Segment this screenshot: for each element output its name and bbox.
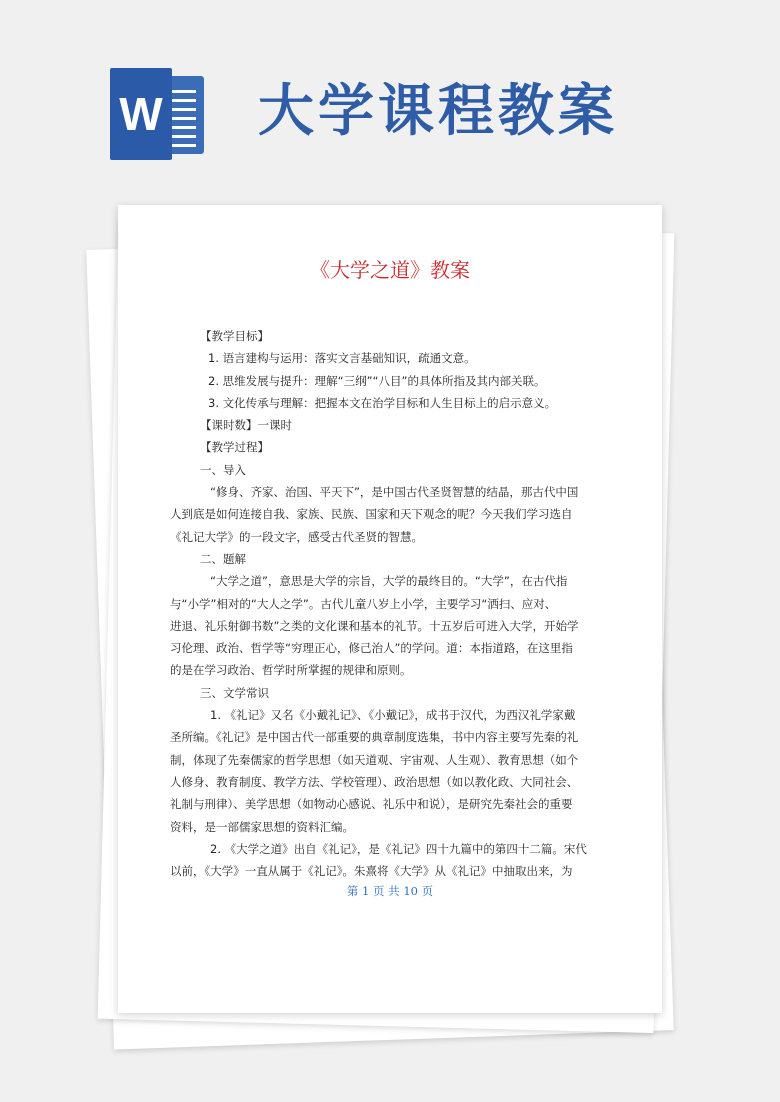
objective-item: 1. 语言建构与运用：落实文言基础知识，疏通文意。 bbox=[208, 351, 476, 366]
document-page bbox=[118, 205, 662, 1013]
paragraph-line: 制，体现了先秦儒家的哲学思想（如天道观、宇宙观、人生观）、教育思想（如个 bbox=[170, 752, 579, 767]
paragraph-line: 资料，是一部儒家思想的资料汇编。 bbox=[170, 819, 354, 834]
section-heading: 【教学过程】 bbox=[200, 440, 269, 455]
objective-item: 3. 文化传承与理解：把握本文在治学目标和人生目标上的启示意义。 bbox=[208, 395, 557, 410]
subsection-heading: 三、文学常识 bbox=[200, 685, 269, 700]
paragraph-line: 礼制与刑律）、美学思想（如物动心感说、礼乐中和说），是研究先秦社会的重要 bbox=[170, 797, 573, 812]
paragraph-line: 的是在学习政治、哲学时所掌握的规律和原则。 bbox=[170, 663, 412, 678]
word-icon-letter: W bbox=[110, 68, 172, 160]
paragraph-line: 1. 《礼记》又名《小戴礼记》、《小戴记》，成书于汉代，为西汉礼学家戴 bbox=[210, 708, 576, 723]
paragraph-line: 进退、礼乐射御书数”之类的文化课和基本的礼节。十五岁后可进入大学，开始学 bbox=[170, 618, 579, 633]
document-body bbox=[170, 325, 600, 882]
banner bbox=[0, 0, 780, 200]
section-heading: 【课时数】一课时 bbox=[200, 418, 292, 433]
subsection-heading: 一、导入 bbox=[200, 462, 246, 477]
paragraph-line: “大学之道”，意思是大学的宗旨，大学的最终目的。“大学”，在古代指 bbox=[210, 574, 568, 589]
paragraph-line: 人修身、教育制度、教学方法、学校管理）、政治思想（如以教化政、大同社会、 bbox=[170, 774, 579, 789]
paragraph-line: 《礼记大学》的一段文字，感受古代圣贤的智慧。 bbox=[170, 529, 423, 544]
paragraph-line: “修身、齐家、治国、平天下”，是中国古代圣贤智慧的结晶，那古代中国 bbox=[210, 485, 579, 500]
paragraph-line: 2. 《大学之道》出自《礼记》，是《礼记》四十九篇中的第四十二篇。宋代 bbox=[210, 841, 587, 856]
section-heading: 【教学目标】 bbox=[200, 329, 269, 343]
page-number: 第 1 页 共 10 页 bbox=[346, 884, 434, 898]
paragraph-line: 以前，《大学》一直从属于《礼记》。朱熹将《大学》从《礼记》中抽取出来，为 bbox=[170, 864, 573, 879]
document-title: 《大学之道》教案 bbox=[310, 258, 470, 282]
paragraph-line: 圣所编。《礼记》是中国古代一部重要的典章制度选集，书中内容主要写先秦的礼 bbox=[170, 730, 579, 745]
paragraph-line: 习伦理、政治、哲学等“穷理正心，修己治人”的学问。道：本指道路，在这里指 bbox=[170, 641, 573, 656]
banner-title: 大学课程教案 bbox=[258, 79, 618, 144]
subsection-heading: 二、题解 bbox=[200, 551, 246, 566]
paragraph-line: 人到底是如何连接自我、家族、民族、国家和天下观念的呢？今天我们学习选自 bbox=[170, 507, 573, 522]
objective-item: 2. 思维发展与提升：理解“三纲”“八目”的具体所指及其内部关联。 bbox=[208, 373, 546, 388]
word-app-icon bbox=[110, 68, 206, 160]
paragraph-line: 与“小学”相对的“大人之学”。古代儿童八岁上小学，主要学习“洒扫、应对、 bbox=[170, 596, 557, 611]
